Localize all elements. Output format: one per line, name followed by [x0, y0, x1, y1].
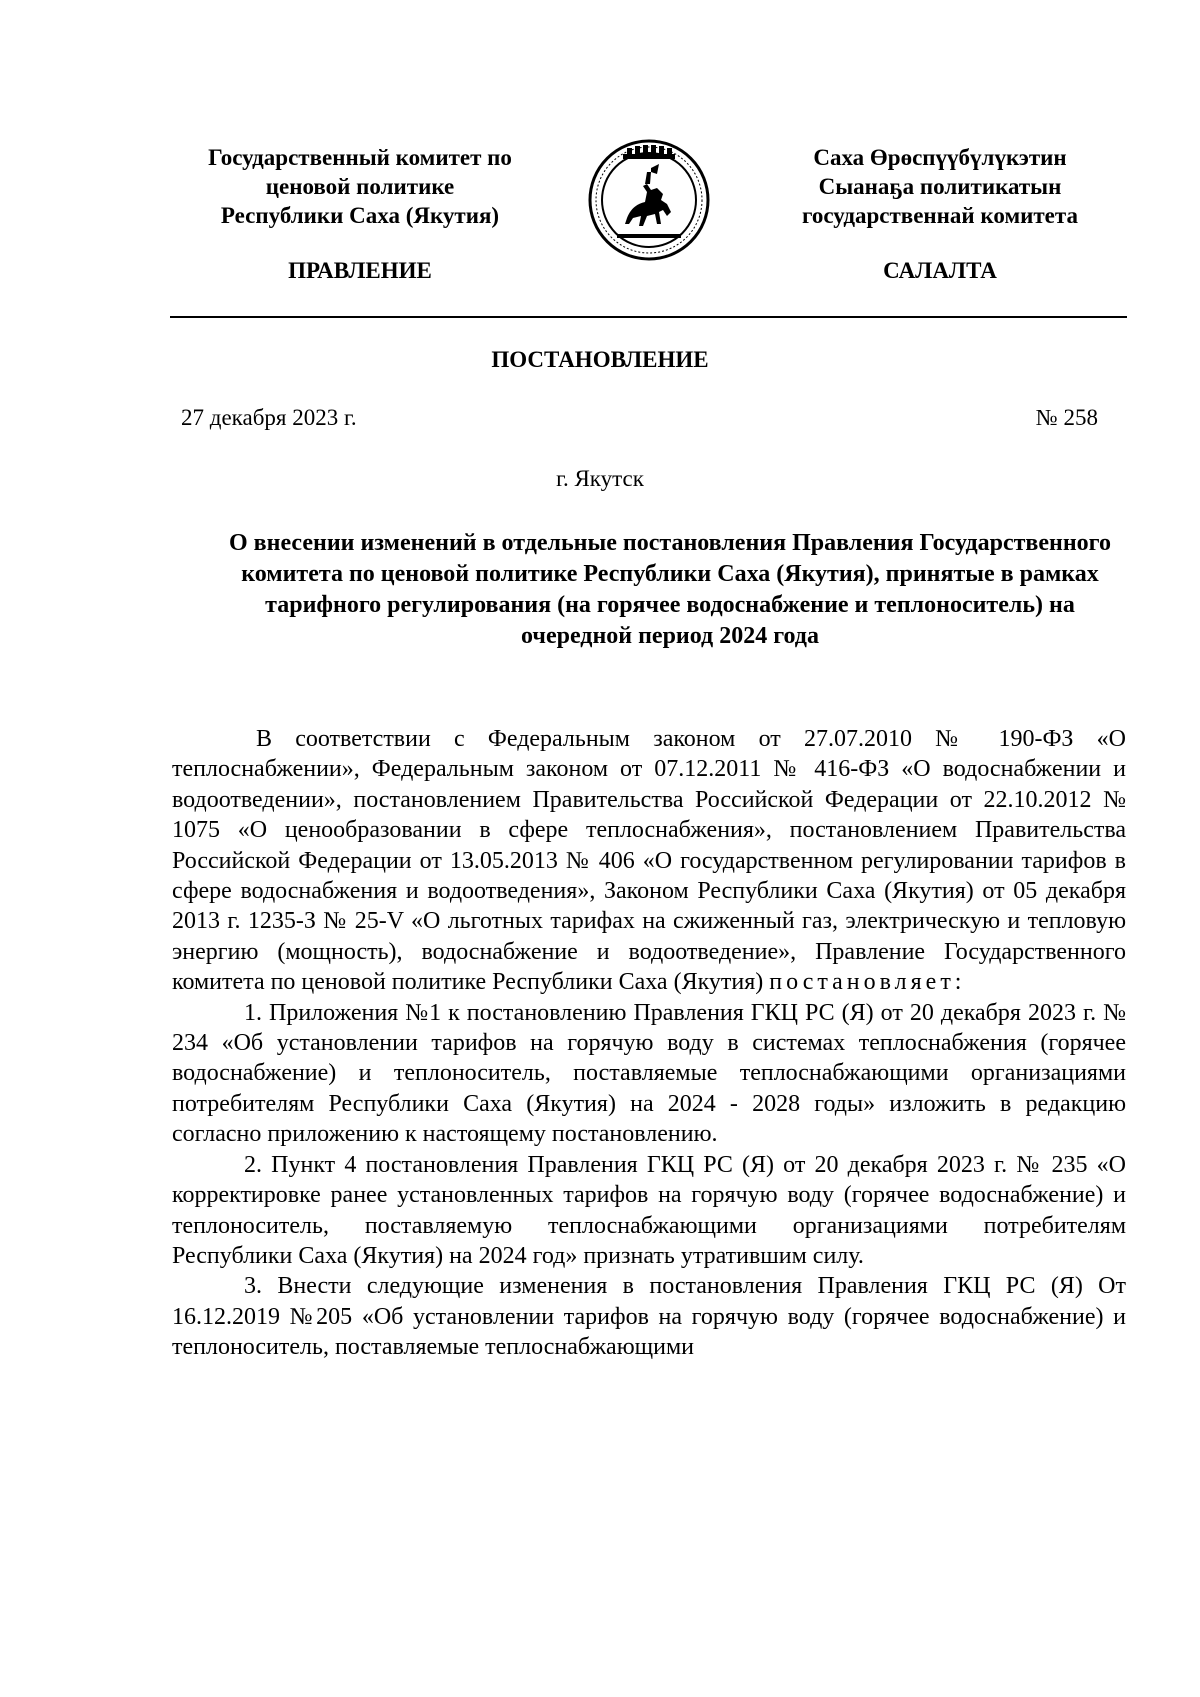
- coat-of-arms-icon: [587, 138, 711, 262]
- header-divider: [170, 316, 1127, 318]
- board-label-left: ПРАВЛЕНИЕ: [288, 258, 432, 283]
- document-body: [172, 724, 1126, 1363]
- header-left-line-3: Республики Саха (Якутия): [220, 203, 500, 228]
- header-left: [170, 143, 550, 230]
- document-type: ПОСТАНОВЛЕНИЕ: [491, 347, 709, 372]
- document-title: О внесении изменений в отдельные постановления Правления Государственного комитета по ценовой политике Республики Саха (Якутия), принятые в рамках тарифного регулирования (на горячее водоснабжение и теплоноситель) на очередной период 2024 года: [229, 530, 1111, 649]
- header-right-line-2: Сыанаҕа политикатын: [818, 174, 1062, 199]
- preamble-paragraph: [172, 724, 1126, 998]
- document-number: № 258: [1035, 405, 1098, 430]
- resolves-word: постановляет:: [769, 969, 966, 996]
- item-3: 3. Внести следующие изменения в постановления Правления ГКЦ РС (Я) От 16.12.2019 №205 «Об установлении тарифов на горячую воду (горячее водоснабжение) и теплоноситель, поставляемые теплоснабжающими: [172, 1273, 1126, 1361]
- preamble-text: В соответствии с Федеральным законом от 27.07.2010 № 190-ФЗ «О теплоснабжении», Федеральным законом от 07.12.2011 № 416-ФЗ «О водоснабжении и водоотведении», постановлением Правительства Российской Федерации от 22.10.2012 № 1075 «О ценообразовании в сфере теплоснабжения», постановлением Правительства Российской Федерации от 13.05.2013 № 406 «О государственном регулировании тарифов в сфере водоснабжения и водоотведения», Законом Республики Саха (Якутия) от 05 декабря 2013 г. 1235-З № 25-V «О льготных тарифах на сжиженный газ, электрическую и тепловую энергию (мощность), водоснабжение и водоотведение», Правление Государственного комитета по ценовой политике Республики Саха (Якутия): [172, 726, 1126, 996]
- board-label-right: САЛАЛТА: [883, 258, 997, 283]
- document-date: 27 декабря 2023 г.: [181, 405, 357, 430]
- header-right-line-1: Саха Өрөспүүбүлүкэтин: [813, 145, 1067, 170]
- item-1: 1. Приложения №1 к постановлению Правления ГКЦ РС (Я) от 20 декабря 2023 г. № 234 «Об установлении тарифов на горячую воду в системах теплоснабжения (горячее водоснабжение) и теплоноситель, поставляемые теплоснабжающими организациями потребителям Республики Саха (Якутия) на 2024 - 2028 годы» изложить в редакцию согласно приложению к настоящему постановлению.: [172, 999, 1126, 1148]
- document-city: г. Якутск: [556, 466, 644, 491]
- header-right: [750, 143, 1130, 230]
- item-2: 2. Пункт 4 постановления Правления ГКЦ РС (Я) от 20 декабря 2023 г. № 235 «О корректировке ранее установленных тарифов на горячую воду (горячее водоснабжение) и теплоноситель, поставляемую теплоснабжающими организациями потребителям Республики Саха (Якутия) на 2024 год» признать утратившим силу.: [172, 1151, 1126, 1269]
- header-left-line-1: Государственный комитет по: [208, 145, 512, 170]
- header-right-line-3: государственнай комитета: [802, 203, 1078, 228]
- header-left-line-2: ценовой политике: [265, 174, 455, 199]
